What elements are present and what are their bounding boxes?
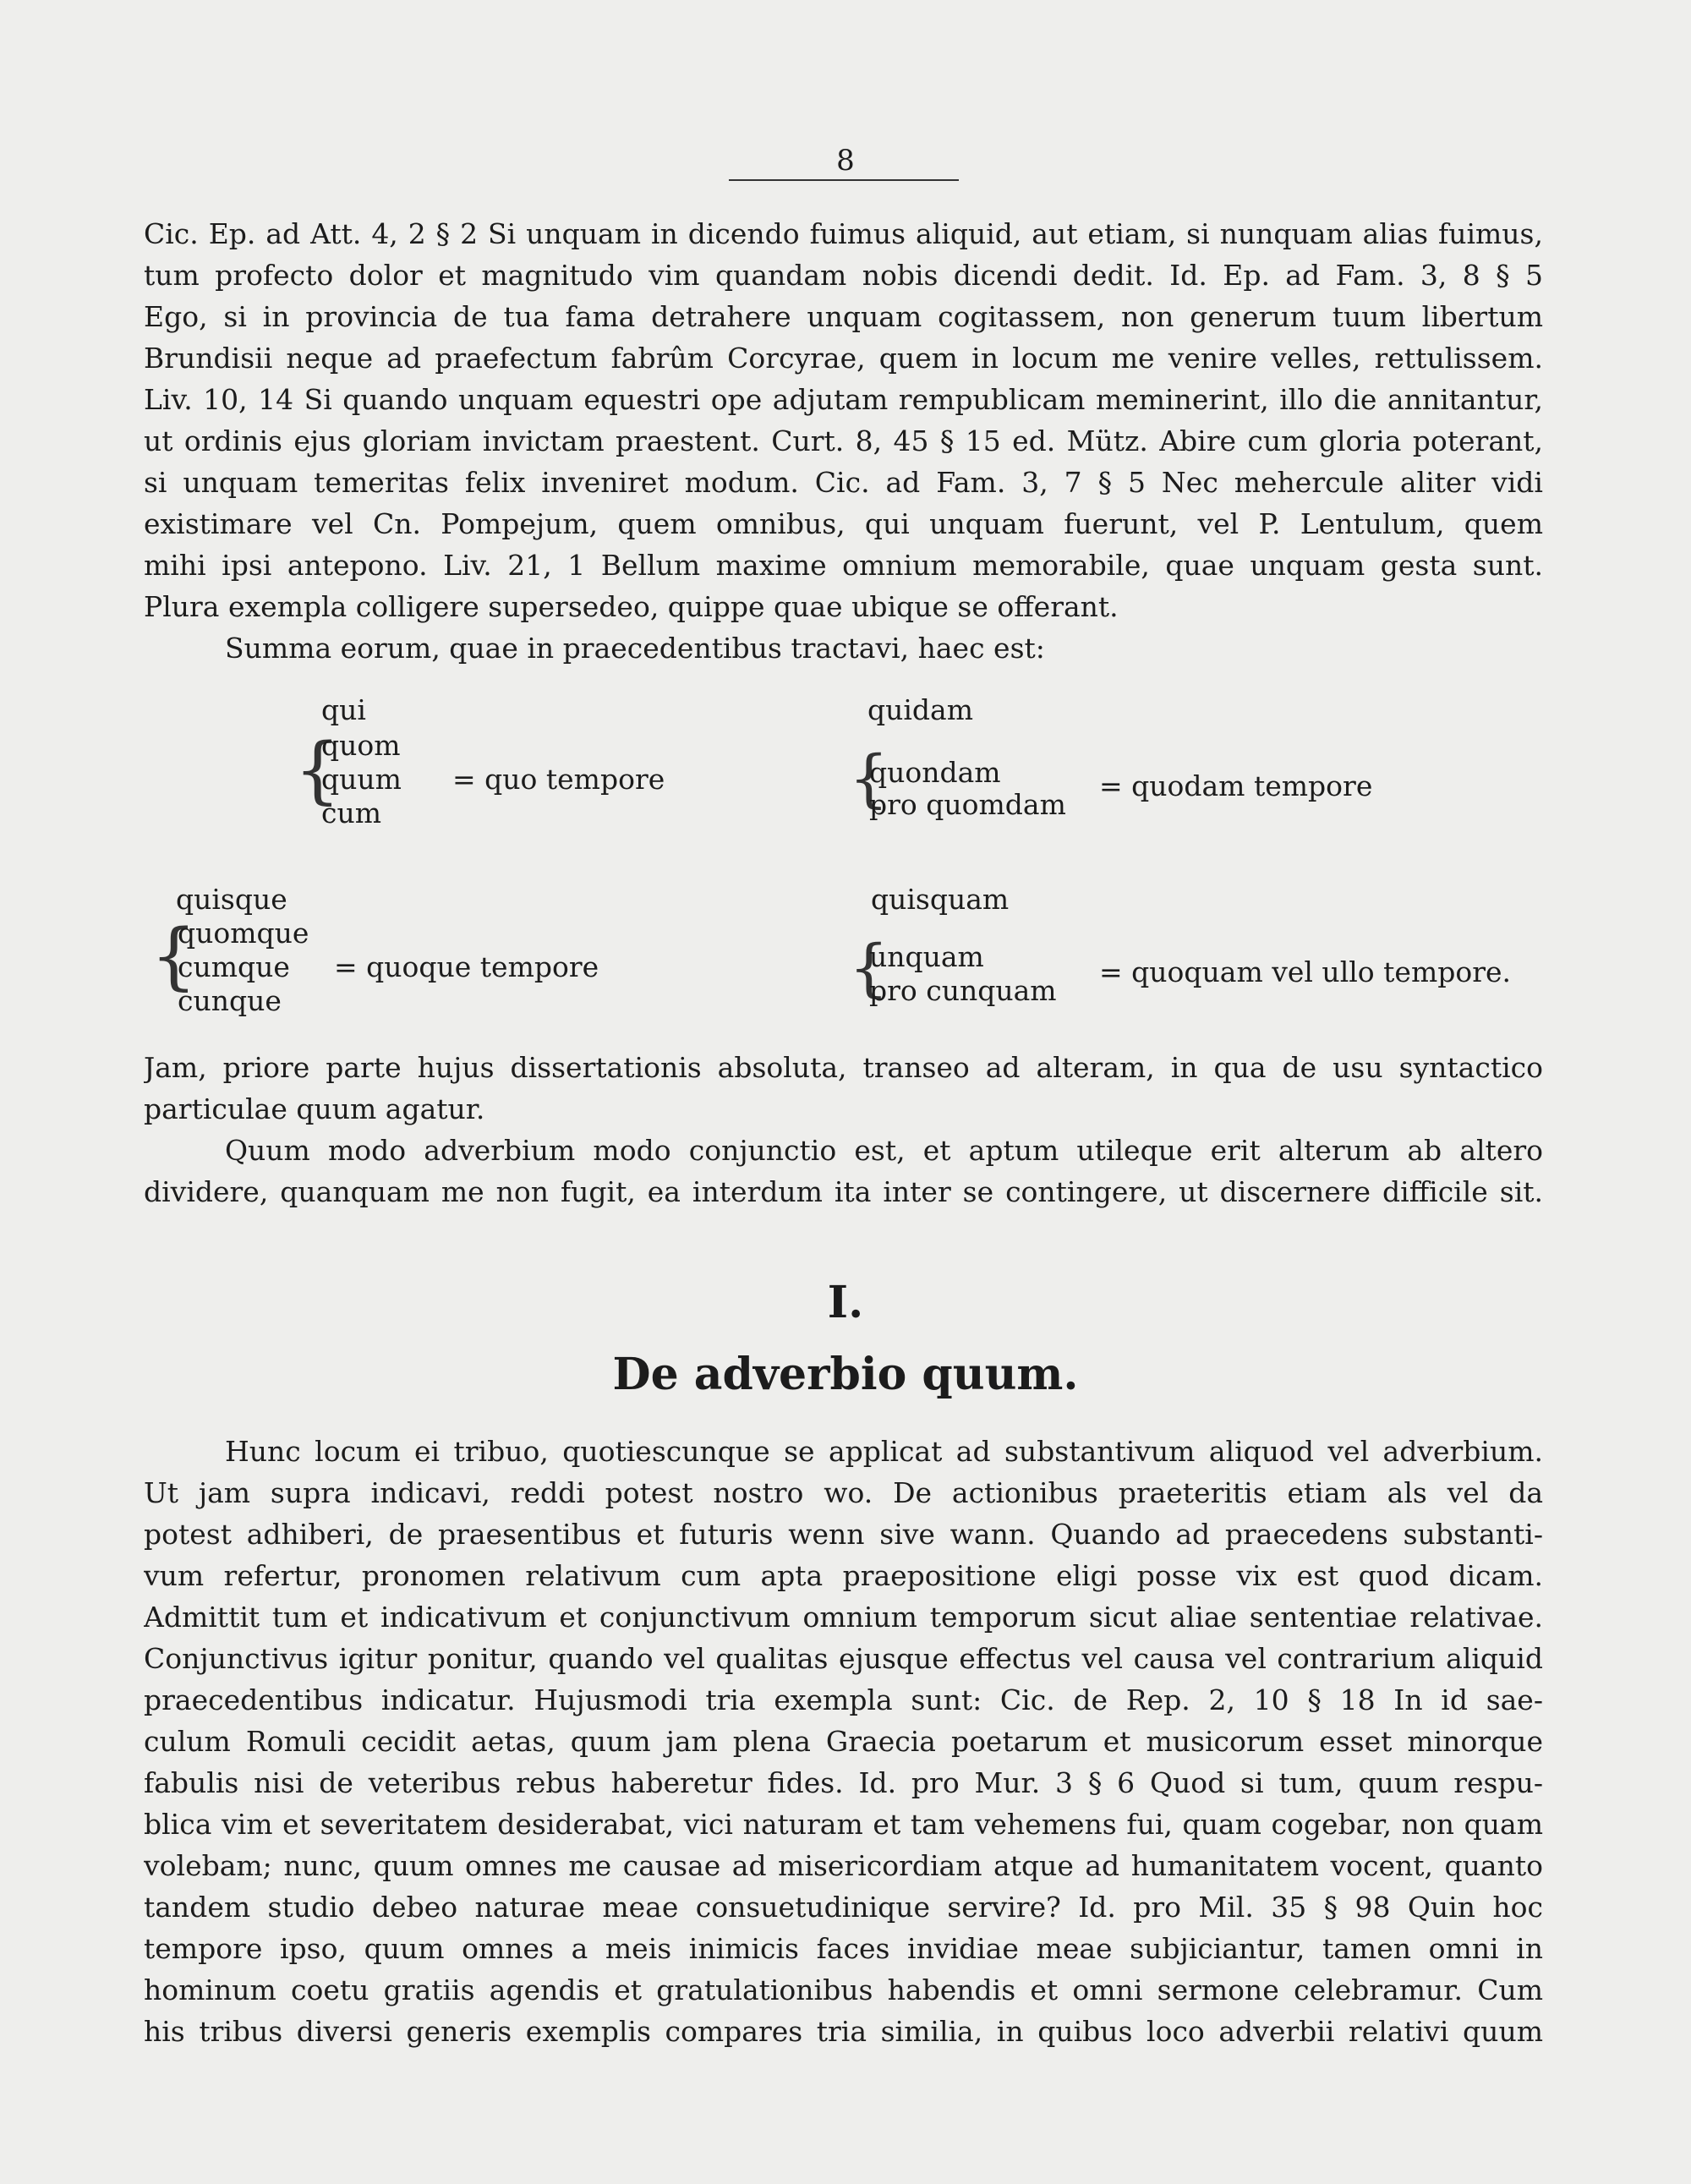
text-line: Jam, priore parte hujus dissertationis absoluta, transeo ad alteram, in qua de usu syntactico	[144, 1051, 1543, 1084]
text-line: culum Romuli cecidit aetas, quum jam plena Graecia poetarum et musicorum esset minorque	[144, 1725, 1543, 1758]
text-line: Liv. 10, 14 Si quando unquam equestri ope adjutam rempublicam meminerint, illo die annitantur,	[144, 383, 1543, 416]
text-line: volebam; nunc, quum omnes me causae ad misericordiam atque ad humanitatem vocent, quanto	[144, 1849, 1543, 1882]
page-number: 8	[836, 144, 855, 178]
text-line: potest adhiberi, de praesentibus et futuris wenn sive wann. Quando ad praecedens substanti-	[144, 1518, 1543, 1551]
text-line: Conjunctivus igitur ponitur, quando vel qualitas ejusque effectus vel causa vel contrarium aliquid	[144, 1642, 1543, 1675]
text-line: Admittit tum et indicativum et conjunctivum omnium temporum sicut aliae sententiae relativae.	[144, 1601, 1543, 1634]
left-brace: {	[150, 914, 197, 999]
text-line: mihi ipsi antepono. Liv. 21, 1 Bellum maxime omnium memorabile, quae unquam gesta sunt.	[144, 549, 1543, 582]
table-term-unquam: unquam	[869, 940, 984, 973]
table-term-quisque: quisque	[176, 883, 287, 916]
text-line: tum profecto dolor et magnitudo vim quandam nobis dicendi dedit. Id. Ep. ad Fam. 3, 8 § 5	[144, 259, 1543, 292]
text-line: Brundisii neque ad praefectum fabrûm Corcyrae, quem in locum me venire velles, rettulissem.	[144, 342, 1543, 375]
table-term-qui: qui	[321, 693, 366, 726]
text-line: vum refertur, pronomen relativum cum apta praepositione eligi posse vix est quod dicam.	[144, 1559, 1543, 1592]
text-line: his tribus diversi generis exemplis compares tria similia, in quibus loco adverbii relativi quum	[144, 2015, 1543, 2048]
text-line: Ego, si in provincia de tua fama detrahere unquam cogitassem, non generum tuum libertum	[144, 300, 1543, 333]
paragraph-transition	[144, 1047, 1543, 1212]
text-line: particulae quum agatur.	[144, 1092, 485, 1125]
text-line: dividere, quanquam me non fugit, ea interdum ita inter se contingere, ut discernere difficile sit.	[144, 1175, 1543, 1208]
table-equiv-quoque-tempore: = quoque tempore	[334, 950, 599, 983]
text-line: Hunc locum ei tribuo, quotiescunque se applicat ad substantivum aliquod vel adverbium.	[225, 1435, 1543, 1468]
table-term-quom: quom	[321, 729, 401, 762]
text-line: si unquam temeritas felix inveniret modum. Cic. ad Fam. 3, 7 § 5 Nec mehercule aliter vidi	[144, 466, 1543, 499]
table-term-pro-cunquam: pro cunquam	[869, 974, 1057, 1007]
text-line: Quum modo adverbium modo conjunctio est, et aptum utileque erit alterum ab altero	[225, 1134, 1543, 1167]
text-line: Plura exempla colligere supersedeo, quippe quae ubique se offerant.	[144, 590, 1119, 623]
section-title: De adverbio quum.	[612, 1349, 1079, 1400]
text-line: ut ordinis ejus gloriam invictam praestent. Curt. 8, 45 § 15 ed. Mütz. Abire cum gloria poterant,	[144, 424, 1543, 457]
text-line: hominum coetu gratiis agendis et gratulationibus habendis et omni sermone celebramur. Cum	[144, 1973, 1543, 2006]
header-rule	[729, 179, 959, 181]
paragraph-adverb	[144, 1431, 1543, 2052]
text-line: Cic. Ep. ad Att. 4, 2 § 2 Si unquam in dicendo fuimus aliquid, aut etiam, si nunquam alias fuimus,	[144, 217, 1543, 250]
text-line: tempore ipso, quum omnes a meis inimicis faces invidiae meae subjiciantur, tamen omni in	[144, 1932, 1543, 1965]
table-equiv-quodam-tempore: = quodam tempore	[1099, 769, 1373, 802]
left-brace: {	[294, 728, 341, 813]
table-term-cunque: cunque	[178, 984, 282, 1017]
left-brace: {	[849, 932, 889, 1004]
text-line: Ut jam supra indicavi, reddi potest nostro wo. De actionibus praeteritis etiam als vel da	[144, 1476, 1543, 1509]
table-term-cum: cum	[321, 796, 382, 829]
table-equiv-quoquam-tempore: = quoquam vel ullo tempore.	[1099, 955, 1512, 988]
text-line: existimare vel Cn. Pompejum, quem omnibus, qui unquam fuerunt, vel P. Lentulum, quem	[144, 507, 1543, 540]
table-term-quomque: quomque	[178, 917, 309, 950]
summary-table	[144, 693, 1543, 1048]
table-term-quisquam: quisquam	[871, 883, 1010, 916]
table-term-quondam: quondam	[869, 756, 1001, 789]
table-equiv-quo-tempore: = quo tempore	[452, 763, 665, 796]
paragraph-examples	[144, 213, 1543, 669]
summary-intro: Summa eorum, quae in praecedentibus tractavi, haec est:	[225, 632, 1045, 665]
table-term-cumque: cumque	[178, 950, 290, 983]
text-line: praecedentibus indicatur. Hujusmodi tria exempla sunt: Cic. de Rep. 2, 10 § 18 In id sae-	[144, 1683, 1543, 1716]
left-brace: {	[849, 742, 889, 815]
text-line: blica vim et severitatem desiderabat, vici naturam et tam vehemens fui, quam cogebar, non quam	[144, 1808, 1543, 1841]
section-number: I.	[827, 1277, 864, 1328]
text-line: tandem studio debeo naturae meae consuetudinique servire? Id. pro Mil. 35 § 98 Quin hoc	[144, 1891, 1543, 1924]
table-term-pro-quomdam: pro quomdam	[869, 788, 1066, 821]
table-term-quidam: quidam	[867, 693, 974, 726]
table-term-quum: quum	[321, 763, 402, 796]
text-line: fabulis nisi de veteribus rebus haberetur fides. Id. pro Mur. 3 § 6 Quod si tum, quum respu-	[144, 1766, 1543, 1799]
